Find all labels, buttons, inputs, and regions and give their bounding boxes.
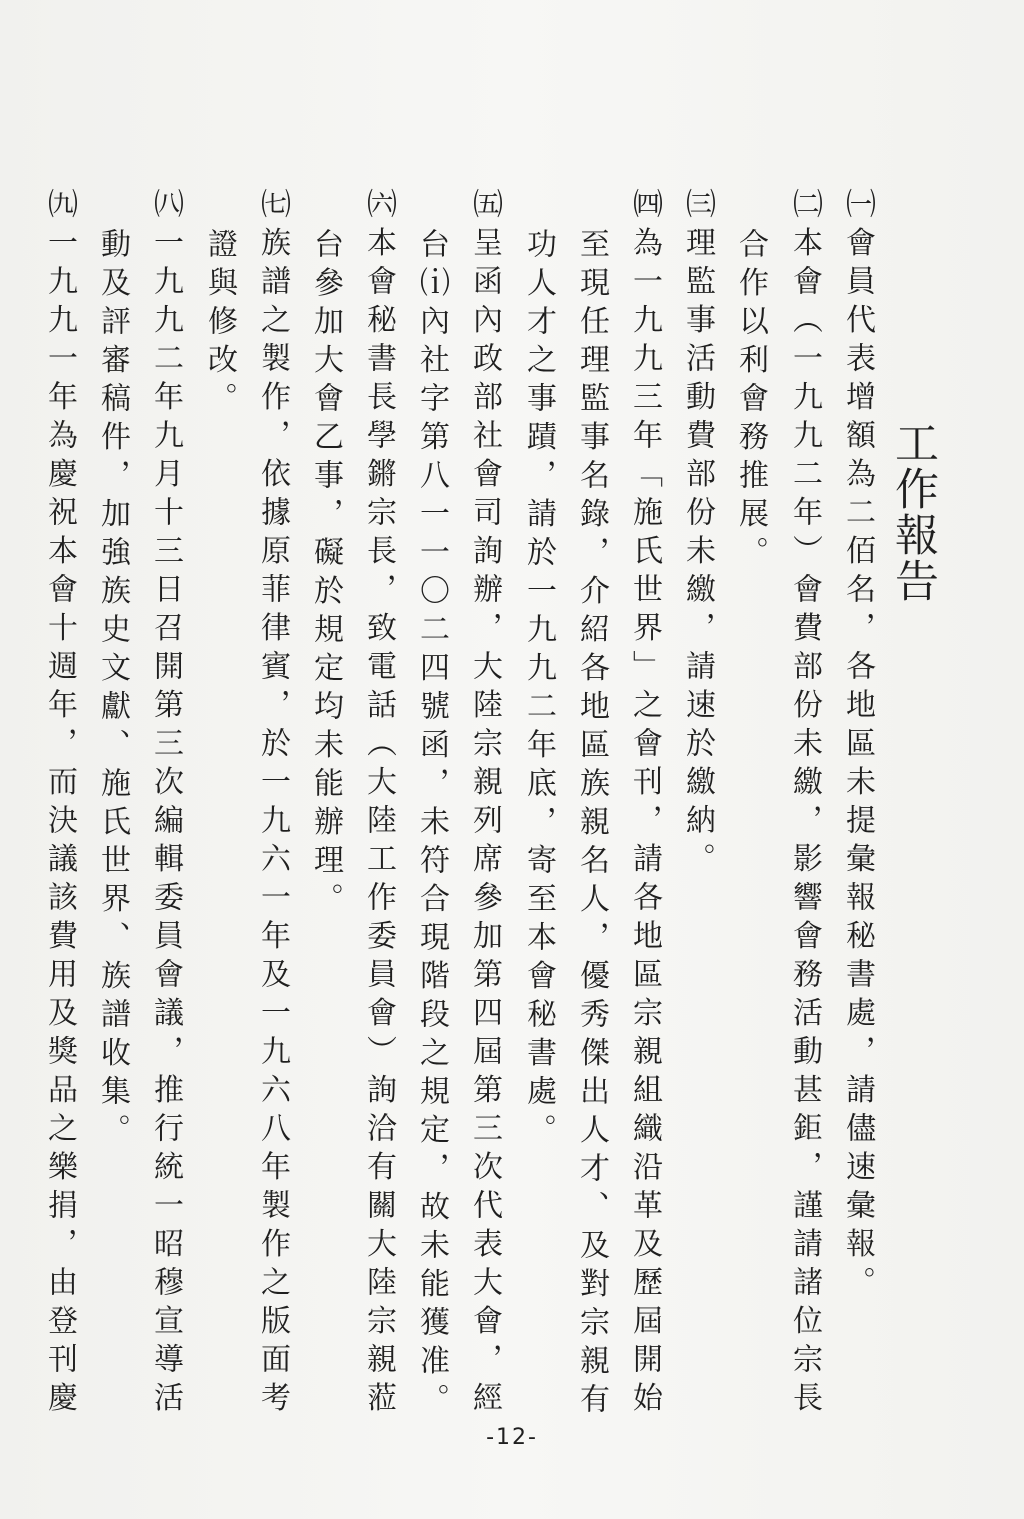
text-column-8: ㈤呈函內政部社會司詢辦，大陸宗親列席參加第四屆第三次代表大會，經 <box>467 188 502 1420</box>
page-number: -12- <box>486 1425 538 1450</box>
text-column-15: 動及評審稿件，加強族史文獻、施氏世界、族譜收集。 <box>95 228 130 1152</box>
text-column-4: ㈢理監事活動費部份未繳，請速於繳納。 <box>680 188 715 881</box>
text-column-6: 至現任理監事名錄，介紹各地區族親名人，優秀傑出人才、及對宗親有 <box>574 228 609 1422</box>
text-column-2: ㈡本會︵一九九二年︶會費部份未繳，影響會務活動甚鉅，謹請諸位宗長 <box>787 188 822 1420</box>
text-column-7: 功人才之事蹟，請於一九九二年底，寄至本會秘書處。 <box>521 228 556 1152</box>
text-column-11: 台參加大會乙事，礙於規定均未能辦理。 <box>308 228 343 921</box>
text-column-12: ㈦族譜之製作，依據原菲律賓，於一九六一年及一九六八年製作之版面考 <box>255 188 290 1420</box>
text-column-14: ㈧一九九二年九月十三日召開第三次編輯委員會議，推行統一昭穆宣導活 <box>148 188 183 1420</box>
text-column-5: ㈣為一九九三年「施氏世界」之會刊，請各地區宗親組織沿革及歷屆開始 <box>627 188 662 1420</box>
text-column-1: ㈠會員代表增額為二佰名，各地區未提彙報秘書處，請儘速彙報。 <box>840 188 875 1305</box>
text-column-16: ㈨一九九一年為慶祝本會十週年，而決議該費用及獎品之樂捐，由登刊慶 <box>42 188 77 1420</box>
text-column-10: ㈥本會秘書長學鏘宗長，致電話︵大陸工作委員會︶詢洽有關大陸宗親蒞 <box>361 188 396 1420</box>
page-title: 工作報告 <box>887 420 938 604</box>
text-column-13: 證與修改。 <box>202 228 237 421</box>
text-column-3: 合作以利會務推展。 <box>733 228 768 575</box>
text-column-9: 台⒤內社字第八一一〇二四號函，未符合現階段之規定，故未能獲准。 <box>414 228 449 1422</box>
